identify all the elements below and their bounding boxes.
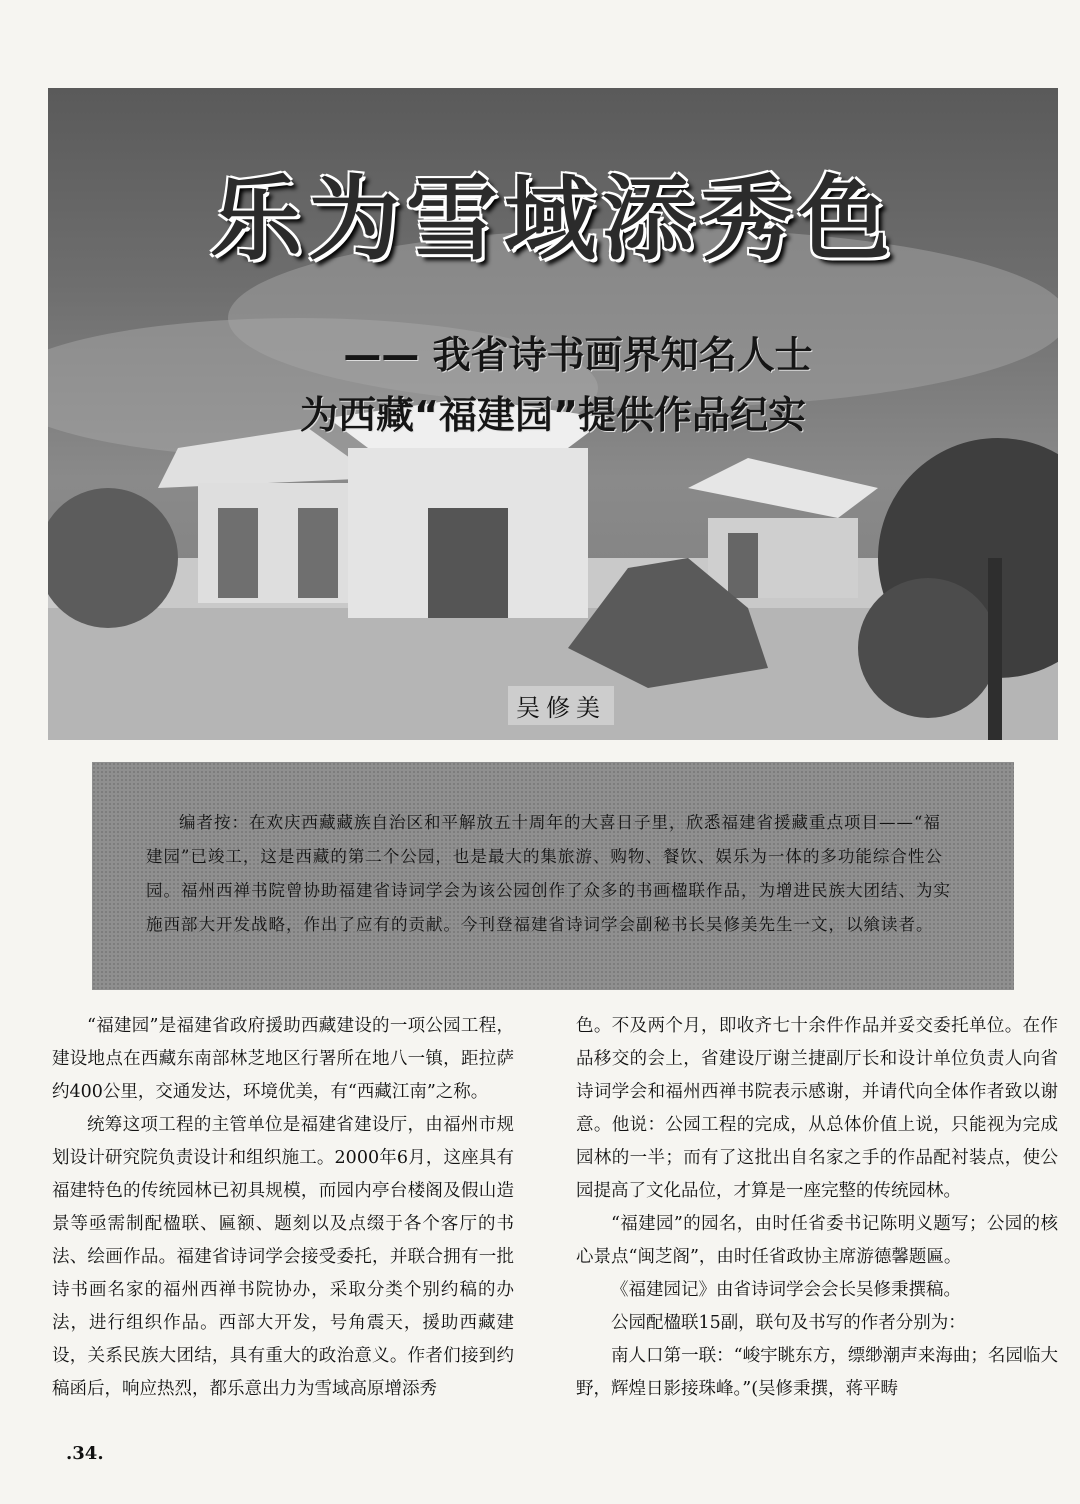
editor-note-box <box>92 762 1014 990</box>
page-number: .34. <box>66 1443 104 1464</box>
right-paragraph: 南人口第一联：“峻宇眺东方，缥缈潮声来海曲；名园临大野，辉煌日影接珠峰。”(吴修秉撰，蒋平畴 <box>576 1346 1058 1399</box>
right-paragraph: 《福建园记》由省诗词学会会长吴修秉撰稿。 <box>611 1280 961 1300</box>
page-title: 乐为雪域添秀色 <box>209 166 896 273</box>
left-paragraph: 统筹这项工程的主管单位是福建省建设厅，由福州市规划设计研究院负责设计和组织施工。2000年6月，这座具有福建特色的传统园林已初具规模，而园内亭台楼阁及假山造景等亟需制配楹联、匾额、题刻以及点缀于各个客厅的书法、绘画作品。福建省诗词学会接受委托，并联合拥有一批诗书画名家的福州西禅书院协办，采取分类个别约稿的办法，进行组织作品。西部大开发，号角震天，援助西藏建设，关系民族大团结，具有重大的政治意义。作者们接到约稿函后，响应热烈，都乐意出力为雪域高原增添秀 <box>52 1115 514 1399</box>
hero-photo <box>48 88 1058 740</box>
left-paragraph: “福建园”是福建省政府援助西藏建设的一项公园工程，建设地点在西藏东南部林芝地区行署所在地八一镇，距拉萨约400公里，交通发达，环境优美，有“西藏江南”之称。 <box>52 1016 514 1102</box>
right-paragraph: “福建园”的园名，由时任省委书记陈明义题写；公园的核心景点“闽芝阁”，由时任省政协主席游德馨题匾。 <box>576 1214 1058 1267</box>
subtitle-line-1: —— 我省诗书画界知名人士 <box>343 333 813 377</box>
left-column <box>52 1010 514 1406</box>
right-column <box>576 1010 1058 1406</box>
right-paragraph: 公园配楹联15副，联句及书写的作者分别为： <box>611 1313 966 1333</box>
right-paragraph: 色。不及两个月，即收齐七十余件作品并妥交委托单位。在作品移交的会上，省建设厅谢兰捷副厅长和设计单位负责人向省诗词学会和福州西禅书院表示感谢，并请代向全体作者致以谢意。他说：公园工程的完成，从总体价值上说，只能视为完成园林的一半；而有了这批出自名家之手的作品配衬装点，使公园提高了文化品位，才算是一座完整的传统园林。 <box>576 1016 1058 1201</box>
subtitle-line-2: 为西藏“福建园”提供作品纪实 <box>300 393 806 437</box>
editor-note-text: 编者按：在欢庆西藏藏族自治区和平解放五十周年的大喜日子里，欣悉福建省援藏重点项目——“福建园”已竣工，这是西藏的第二个公园，也是最大的集旅游、购物、餐饮、娱乐为一体的多功能综合性公园。福州西禅书院曾协助福建省诗词学会为该公园创作了众多的书画楹联作品，为增进民族大团结、为实施西部大开发战略，作出了应有的贡献。今刊登福建省诗词学会副秘书长吴修美先生一文，以飨读者。 <box>146 813 951 934</box>
author-name: 吴修美 <box>508 686 614 725</box>
